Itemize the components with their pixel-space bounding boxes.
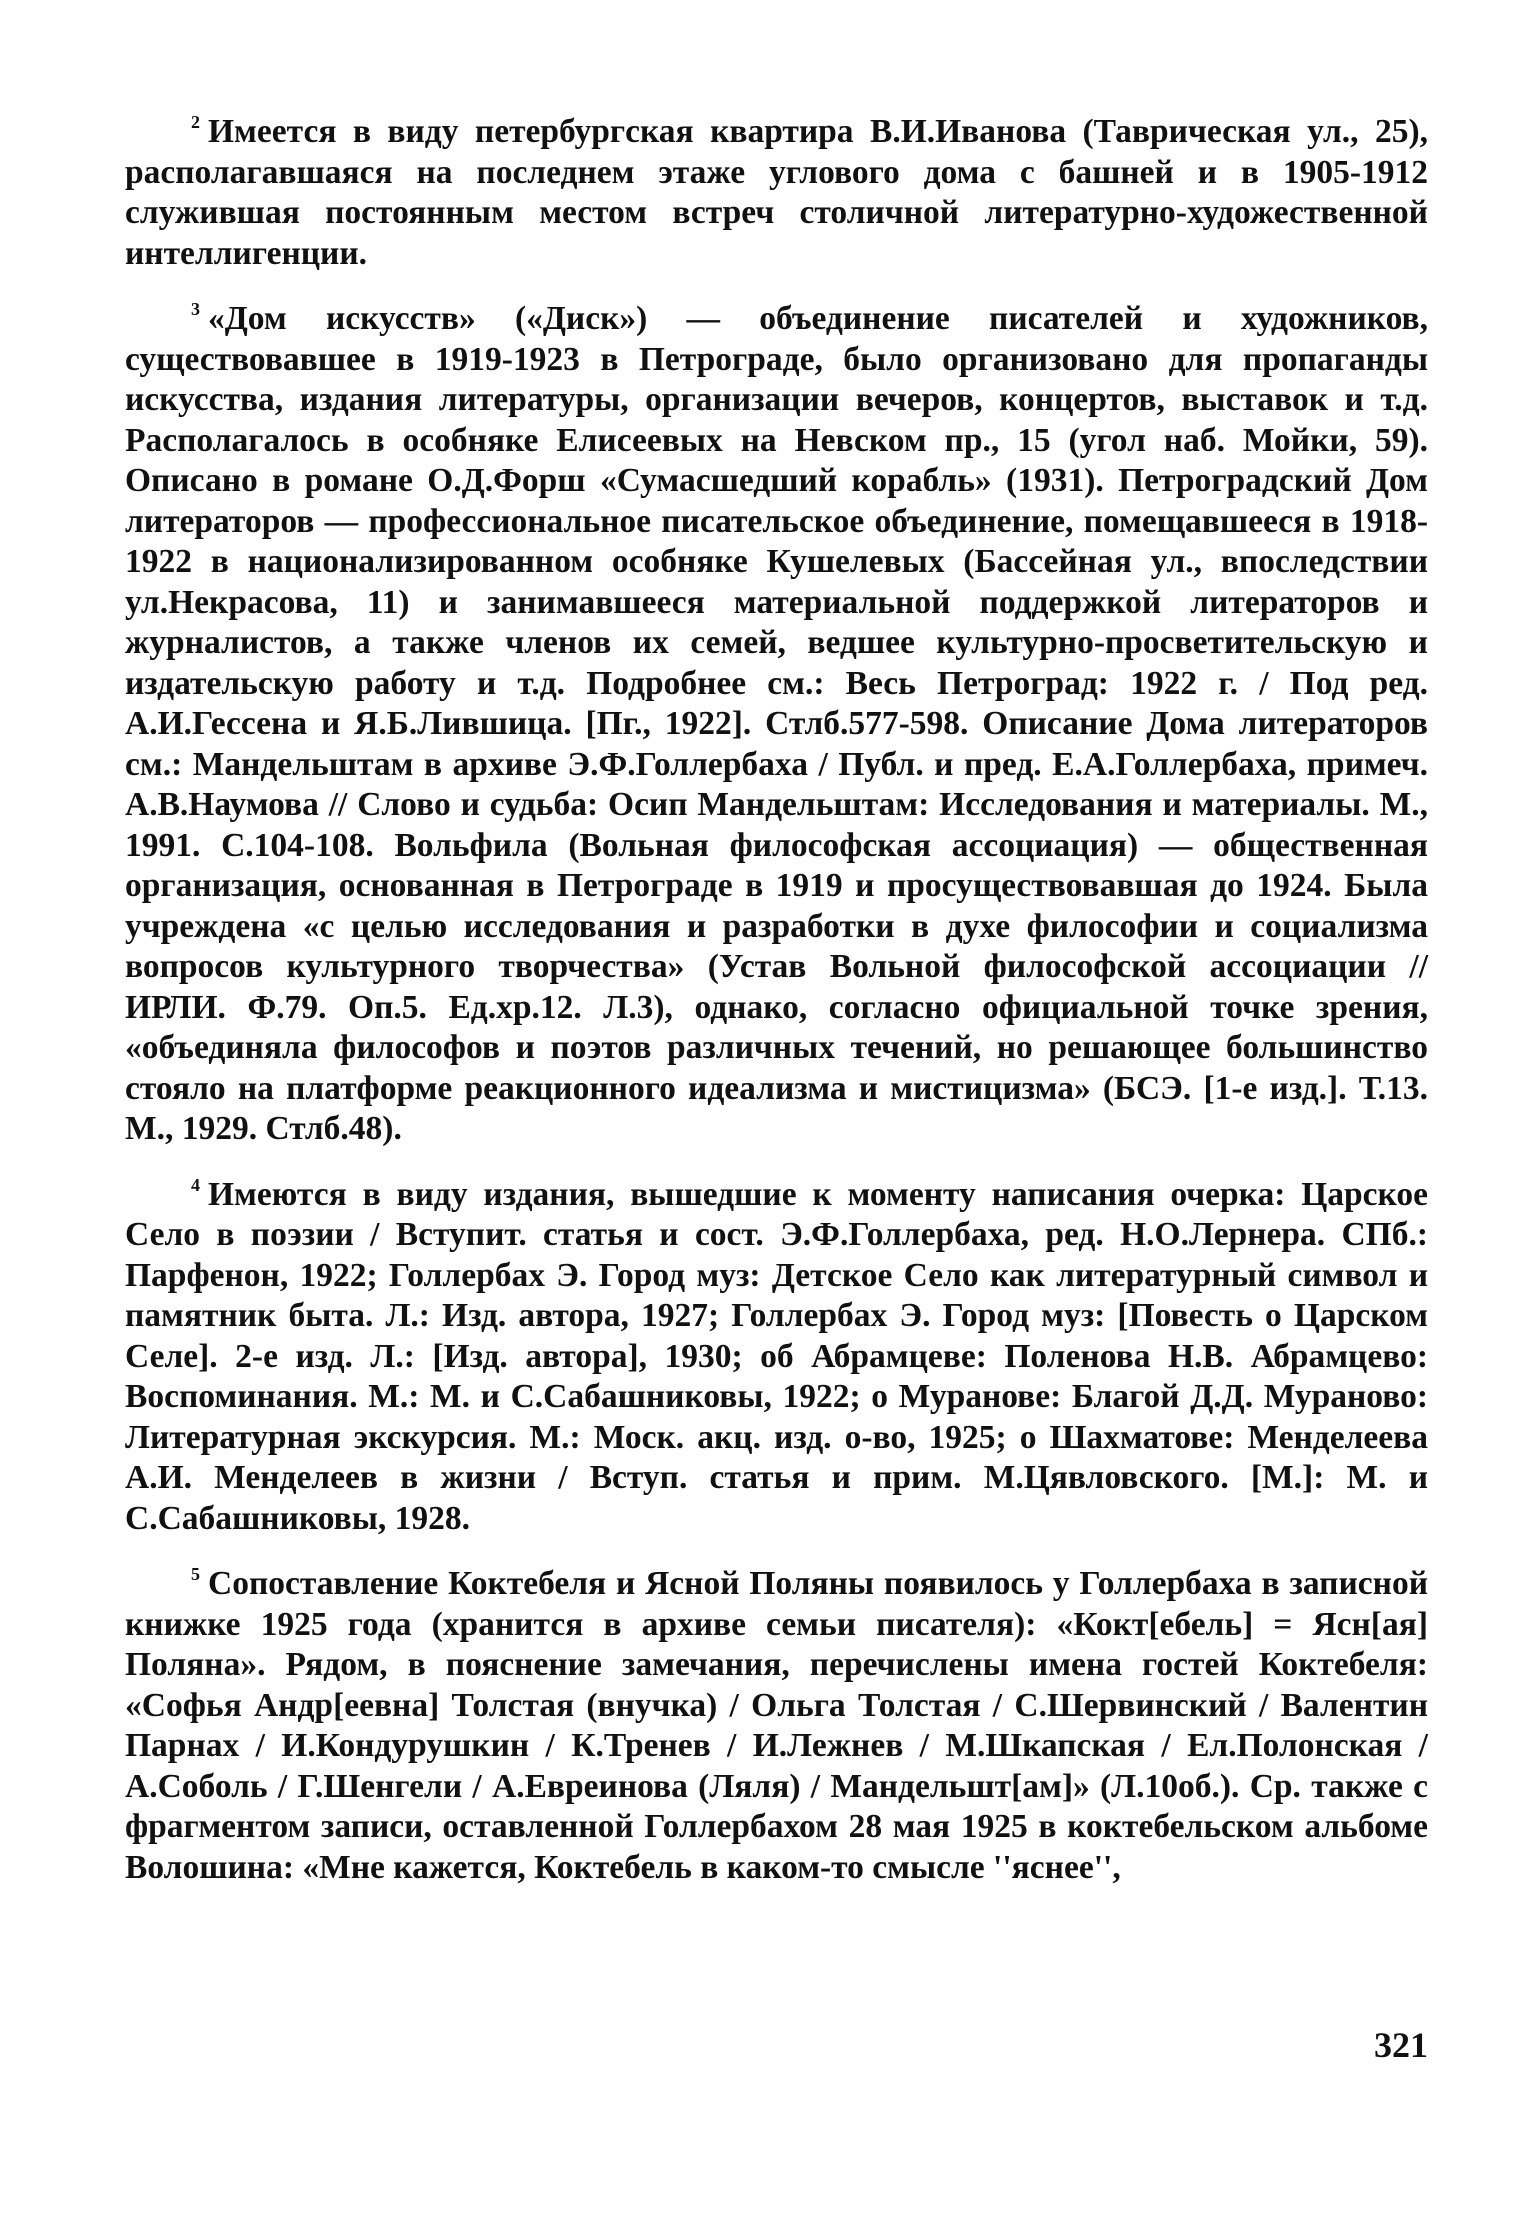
footnote-marker: 5 bbox=[191, 1564, 200, 1584]
footnote-marker: 4 bbox=[191, 1174, 200, 1195]
footnote-5 bbox=[125, 1564, 1428, 1888]
footnote-2 bbox=[125, 112, 1428, 274]
footnote-3 bbox=[125, 299, 1428, 1150]
page-number: 321 bbox=[1374, 2025, 1428, 2065]
footnote-text: Имеются в виду издания, вышедшие к моменту написания очерка: Царское Село в поэзии / Вступит. статья и сост. Э.Ф.Голлербаха, ред. Н.О.Лернера. СПб.: Парфенон, 1922; Голлербах Э. Город муз: Детское Село как литературный символ и памятник быта. Л.: Изд. автора, 1927; Голлербах Э. Город муз: [Повесть о Царском Селе]. 2-е изд. Л.: [Изд. автора], 1930; об Абрамцеве: Поленова Н.В. Абрамцево: Воспоминания. М.: М. и С.Сабашниковы, 1922; о Муранове: Благой Д.Д. Мураново: Литературная экскурсия. М.: Моск. акц. изд. о-во, 1925; о Шахматове: Менделеева А.И. Менделеев в жизни / Вступ. статья и прим. М.Цявловского. [М.]: М. и С.Сабашниковы, 1928. bbox=[125, 1175, 1428, 1537]
footnote-marker: 2 bbox=[191, 112, 200, 132]
footnote-text: Имеется в виду петербургская квартира В.И.Иванова (Таврическая ул., 25), располагавшаяся на последнем этаже углового дома с башней и в 1905-1912 служившая постоянным местом встреч столичной литературно-художественной интеллигенции. bbox=[125, 113, 1428, 272]
footnote-4 bbox=[125, 1175, 1428, 1540]
footnote-text: «Дом искусств» («Диск») — объединение писателей и художников, существовавшее в 1919-1923 в Петрограде, было организовано для пропаганды искусства, издания литературы, организации вечеров, концертов, выставок и т.д. Располагалось в особняке Елисеевых на Невском пр., 15 (угол наб. Мойки, 59). Описано в романе О.Д.Форш «Сумасшедший корабль» (1931). Петроградский Дом литераторов — профессиональное писательское объединение, помещавшееся в 1918-1922 в национализированном особняке Кушелевых (Бассейная ул., впоследствии ул.Некрасова, 11) и занимавшееся материальной поддержкой литераторов и журналистов, а также членов их семей, ведшее культурно-просветительскую и издательскую работу и т.д. Подробнее см.: Весь Петроград: 1922 г. / Под ред. А.И.Гессена и Я.Б.Лившица. [Пг., 1922]. Стлб.577-598. Описание Дома литераторов см.: Мандельштам в архиве Э.Ф.Голлербаха / Публ. и пред. Е.А.Голлербаха, примеч. А.В.Наумова // Слово и судьба: Осип Мандельштам: Исследования и материалы. М., 1991. С.104-108. Вольфила (Вольная философская ассоциация) — общественная организация, основанная в Петрограде в 1919 и просуществовавшая до 1924. Была учреждена «с целью исследования и разработки в духе философии и социализма вопросов культурного творчества» (Устав Вольной философской ассоциации // ИРЛИ. Ф.79. Оп.5. Ед.хр.12. Л.3), однако, согласно официальной точке зрения, «объединяла философов и поэтов различных течений, но решающее большинство стояло на платформе реакционного идеализма и мистицизма» (БСЭ. [1-е изд.]. Т.13. М., 1929. Стлб.48). bbox=[125, 300, 1428, 1147]
footnote-marker: 3 bbox=[191, 299, 200, 319]
footnote-text: Сопоставление Коктебеля и Ясной Поляны появилось у Голлербаха в записной книжке 1925 года (хранится в архиве семьи писателя): «Кокт[ебель] = Ясн[ая] Поляна». Рядом, в пояснение замечания, перечислены имена гостей Коктебеля: «Софья Андр[еевна] Толстая (внучка) / Ольга Толстая / С.Шервинский / Валентин Парнах / И.Кондурушкин / К.Тренев / И.Лежнев / М.Шкапская / Ел.Полонская / А.Соболь / Г.Шенгели / А.Евреинова (Ляля) / Мандельшт[ам]» (Л.10об.). Ср. также с фрагментом записи, оставленной Голлербахом 28 мая 1925 в коктебельском альбоме Волошина: «Мне кажется, Коктебель в каком-то смысле ''яснее'', bbox=[125, 1565, 1428, 1886]
